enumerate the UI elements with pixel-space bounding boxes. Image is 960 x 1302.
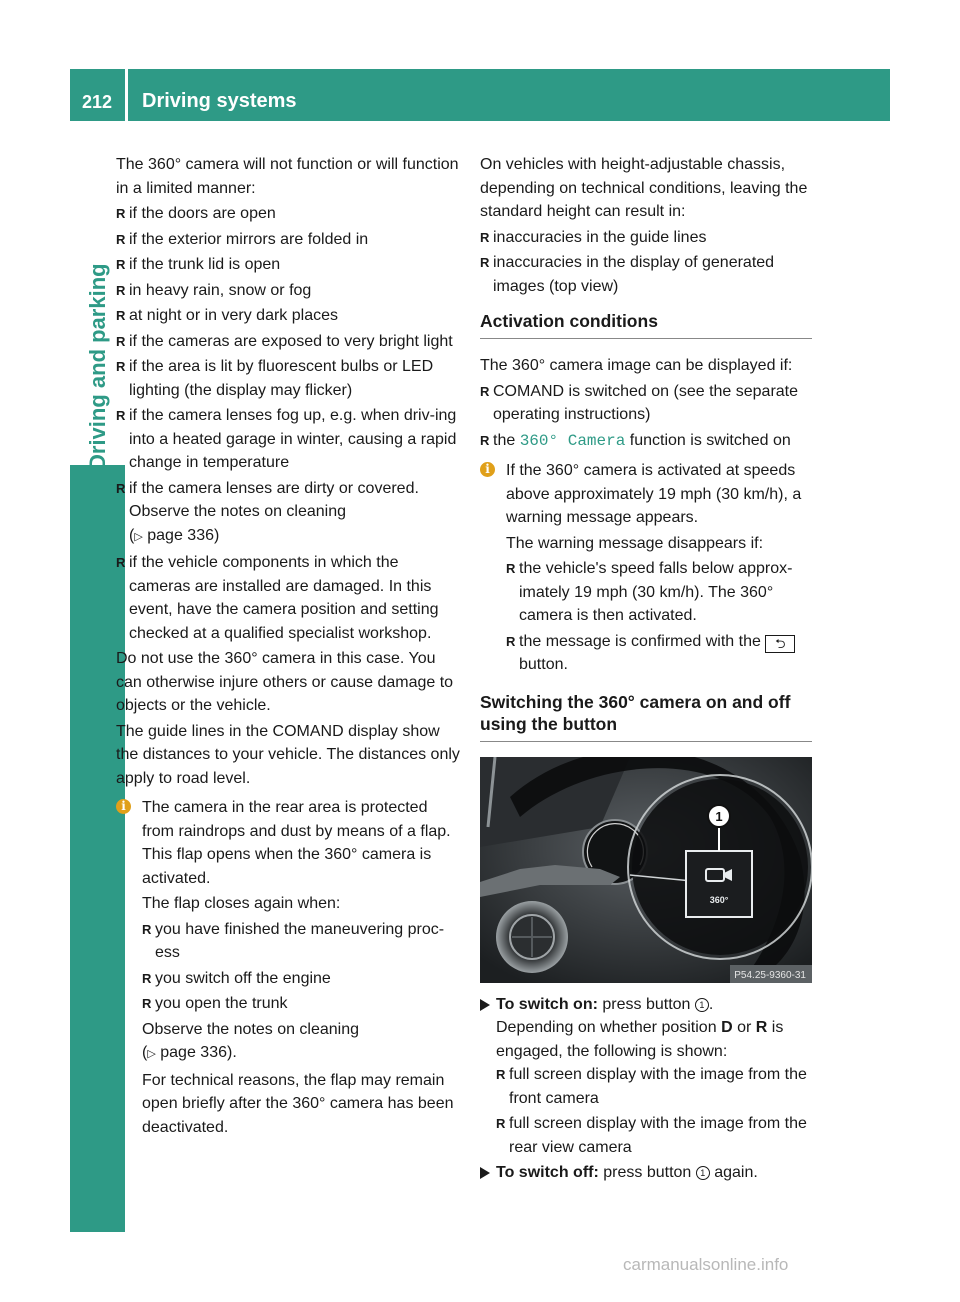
bullet-icon: R <box>506 633 516 649</box>
flap-cleaning-note: Observe the notes on cleaning (▷ page 336). <box>142 1020 360 1061</box>
display-list <box>496 1063 812 1159</box>
chapter-side-label <box>84 440 114 470</box>
list-item: R if the area is lit by fluorescent bulbs or LED lighting (the display may flicker) <box>116 355 460 402</box>
list-item: R the message is confirmed with the ⮌ button. <box>506 630 812 677</box>
left-column <box>116 153 460 1141</box>
flap-cleaning-page-link[interactable]: page 336). <box>160 1044 237 1061</box>
activation-heading: Activation conditions <box>480 310 812 339</box>
bullet-icon: R <box>116 206 126 221</box>
info-block-speed <box>480 459 812 677</box>
speed-info-text: If the 360° camera is activated at speeds above approximately 19 mph (30 km/h), a warning message appears. <box>506 462 802 526</box>
step-arrow-icon <box>480 1167 490 1179</box>
page-ref-arrow-icon: ▷ <box>147 1048 156 1060</box>
bullet-icon: R <box>116 333 126 349</box>
list-item: R COMAND is switched on (see the separate operating instructions) <box>480 380 812 427</box>
switch-off-step: To switch off: press button 1 again. <box>480 1161 812 1185</box>
bullet-icon: R <box>480 255 490 270</box>
list-item: R if the exterior mirrors are folded in <box>116 228 460 252</box>
bullet-icon: R <box>480 229 490 245</box>
list-item: R inaccuracies in the guide lines <box>480 226 812 250</box>
watermark: carmanualsonline.info <box>623 1255 789 1274</box>
bullet-icon: R <box>116 308 126 323</box>
warning-disappears-intro: The warning message disappears if: <box>506 534 764 552</box>
list-item: R you open the trunk <box>142 992 460 1016</box>
list-item: R full screen display with the image from the rear view camera <box>496 1112 812 1159</box>
bullet-icon: R <box>116 359 126 374</box>
step-arrow-icon <box>480 999 490 1011</box>
chassis-intro: On vehicles with height-adjustable chassis, depending on technical conditions, leaving the standard height can result in: <box>480 156 808 220</box>
figure-code: P54.25-9360-31 <box>734 969 806 981</box>
list-item: R if the doors are open <box>116 202 460 226</box>
list-item: R full screen display with the image from the front camera <box>496 1063 812 1110</box>
right-column <box>480 153 812 1187</box>
bullet-icon: R <box>506 561 516 576</box>
flap-closes-list <box>142 918 460 1016</box>
bullet-icon: R <box>142 970 152 986</box>
switch-on-step: To switch on: press button 1 . Depending on whether position D or R is engaged, the following is shown: R full screen display with the image from the front camera R full screen display with the image from the rear view camera <box>480 993 812 1160</box>
list-item: R you switch off the engine <box>142 967 460 991</box>
list-item: R at night or in very dark places <box>116 304 460 328</box>
bullet-icon: R <box>480 383 490 399</box>
page-number: 212 <box>82 92 113 112</box>
list-item: R inaccuracies in the display of generated images (top view) <box>480 251 812 298</box>
gear-position-d: D <box>721 1019 733 1036</box>
bullet-icon: R <box>116 480 126 496</box>
bullet-icon: R <box>142 921 152 937</box>
flap-info-text: The camera in the rear area is protected from raindrops and dust by means of a flap. This flap opens when the 360° camera is activated. <box>142 799 451 887</box>
warning-text: Do not use the 360° camera in this case. You can otherwise injure others or cause damage to objects or the vehicle. <box>116 650 454 714</box>
list-item: R if the vehicle components in which the cameras are installed are damaged. In this event, have the camera position and setting checked at a qualified specialist workshop. <box>116 551 460 645</box>
bullet-icon: R <box>142 996 152 1011</box>
info-icon: i <box>480 462 495 477</box>
callout-1-icon: 1 <box>695 998 709 1012</box>
limits-intro: The 360° camera will not function or will function in a limited manner: <box>116 156 459 197</box>
dashboard-illustration <box>480 757 812 983</box>
list-item: R if the camera lenses are dirty or covered. Observe the notes on cleaning (▷ page 336) <box>116 477 460 550</box>
list-item: R you have finished the maneuvering proc-ess <box>142 918 460 965</box>
list-item: R the vehicle's speed falls below approx-imately 19 mph (30 km/h). The 360° camera is then activated. <box>506 557 812 628</box>
bullet-icon: R <box>116 408 126 423</box>
bullet-icon: R <box>496 1116 506 1131</box>
back-button-icon: ⮌ <box>765 635 795 653</box>
list-item: R if the trunk lid is open <box>116 253 460 277</box>
chassis-list <box>480 226 812 299</box>
info-icon: i <box>116 799 131 814</box>
dashboard-button-figure <box>480 757 812 983</box>
bullet-icon: R <box>116 231 126 247</box>
info-block-flap <box>116 796 460 1139</box>
gear-position-r: R <box>755 1019 768 1036</box>
bullet-icon: R <box>116 555 126 570</box>
header-divider <box>125 69 128 121</box>
warning-disappears-list <box>506 557 812 677</box>
list-item: R if the camera lenses fog up, e.g. when driv-ing into a heated garage in winter, causing a rapid change in temperature <box>116 404 460 475</box>
bullet-icon: R <box>116 257 126 272</box>
switching-heading: Switching the 360° camera on and off using the button <box>480 691 812 742</box>
flap-technical-text: For technical reasons, the flap may remain open briefly after the 360° camera has been deactivated. <box>142 1071 454 1136</box>
camera-function-term: 360° Camera <box>519 431 626 450</box>
list-item: R if the cameras are exposed to very bright light <box>116 330 460 354</box>
section-title: Driving systems <box>142 90 297 112</box>
callout-1-icon: 1 <box>696 1166 710 1180</box>
activation-intro: The 360° camera image can be displayed if: <box>480 357 793 374</box>
flap-closes-intro: The flap closes again when: <box>142 895 341 912</box>
list-item: R in heavy rain, snow or fog <box>116 279 460 303</box>
guide-lines-text: The guide lines in the COMAND display show the distances to your vehicle. The distances only apply to road level. <box>116 722 460 787</box>
callout-number: 1 <box>715 808 723 824</box>
list-item: R the 360° Camera function is switched on <box>480 429 812 454</box>
activation-list <box>480 380 812 454</box>
camera-button <box>686 851 752 917</box>
bullet-icon: R <box>480 432 490 448</box>
camera-button-label: 360° <box>709 894 729 905</box>
cleaning-page-link[interactable]: page 336) <box>147 526 220 544</box>
page-ref-arrow-icon: ▷ <box>134 530 143 543</box>
bullet-icon: R <box>496 1067 506 1082</box>
limits-list <box>116 202 460 645</box>
bullet-icon: R <box>116 282 126 298</box>
